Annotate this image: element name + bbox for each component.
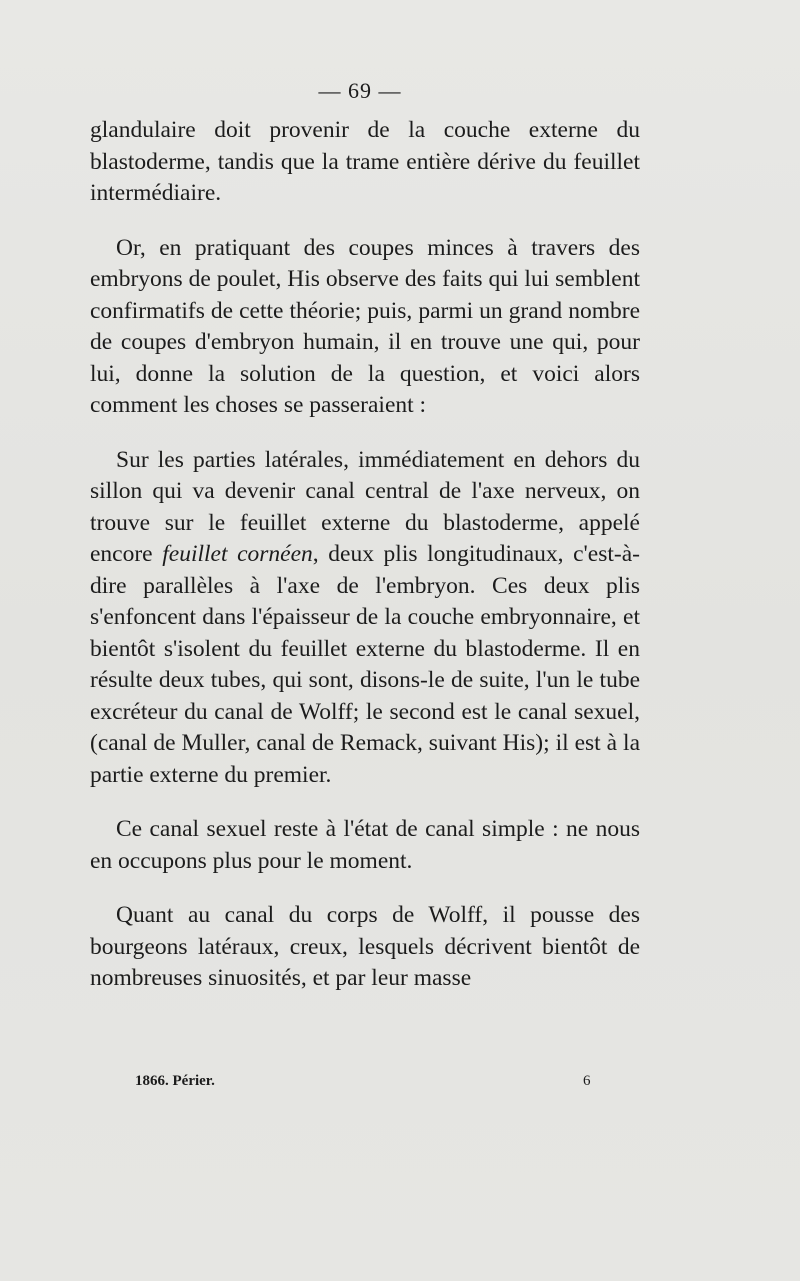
paragraph-3-text-before: Sur les parties latérales, immédiatement en dehors du sillon qui va devenir canal central de l'axe nerveux, on trouve sur le feuillet externe du blastoderme, appelé encore (90, 446, 640, 567)
paragraph-1: glandulaire doit provenir de la couche externe du blastoderme, tandis que la trame entière dérive du feuillet intermédiaire. (90, 117, 640, 206)
footer-sheet-number: 6 (583, 1073, 591, 1089)
footer-signature: 1866. Périer. (135, 1073, 215, 1089)
page-number: — 69 — (318, 78, 402, 103)
italic-term: feuillet cornéen (162, 541, 313, 567)
paragraph-3 (90, 445, 640, 792)
paragraph-5: Quant au canal du corps de Wolff, il pousse des bourgeons latéraux, creux, lesquels décrivent bientôt de nombreuses sinuosités, et par leur masse (90, 902, 640, 991)
body-text (90, 115, 640, 995)
paragraph-4: Ce canal sexuel reste à l'état de canal simple : ne nous en occupons plus pour le moment. (90, 816, 640, 874)
paragraph-2: Or, en pratiquant des coupes minces à travers des embryons de poulet, His observe des faits qui lui semblent confirmatifs de cette théorie; puis, parmi un grand nombre de coupes d'embryon humain, il en trouve une qui, pour lui, donne la solution de la question, et voici alors comment les choses se passeraient : (90, 234, 640, 418)
paragraph-3-text-after: , deux plis longitudinaux, c'est-à-dire parallèles à l'axe de l'embryon. Ces deux plis s'enfoncent dans l'épaisseur de la couche embryonnaire, et bientôt s'isolent du feuillet externe du blastoderme. Il en résulte deux tubes, qui sont, disons-le de suite, l'un le tube excréteur du canal de Wolff; le second est le canal sexuel, (canal de Muller, canal de Remack, suivant His); il est à la partie externe du premier. (90, 541, 640, 788)
